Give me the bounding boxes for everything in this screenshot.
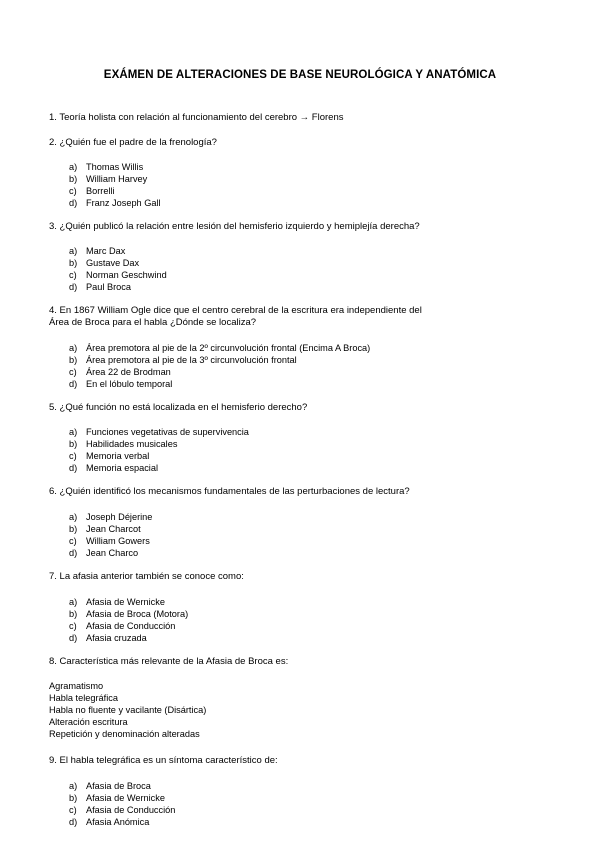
question-3: 3. ¿Quién publicó la relación entre lesión del hemisferio izquierdo y hemiplejía derecha? [49,221,420,232]
option: c) Afasia de Conducción [69,621,176,631]
question-8: 8. Característica más relevante de la Afasia de Broca es: [49,656,289,667]
page-title: EXÁMEN DE ALTERACIONES DE BASE NEUROLÓGICA Y ANATÓMICA [103,69,497,81]
question-5: 5. ¿Qué función no está localizada en el hemisferio derecho? [49,402,308,413]
question-4: 4. En 1867 William Ogle dice que el centro cerebral de la escritura era independiente del [49,305,422,316]
answer-line: Habla no fluente y vacilante (Disártica) [49,705,207,715]
question-6: 6. ¿Quién identificó los mecanismos fundamentales de las perturbaciones de lectura? [49,486,410,497]
option: a) Joseph Déjerine [69,512,153,522]
option: a) Marc Dax [69,246,126,256]
option: d) Franz Joseph Gall [69,198,161,208]
question-4-cont: Área de Broca para el habla ¿Dónde se localiza? [49,317,257,328]
option: b) Gustave Dax [69,258,140,268]
option: a) Afasia de Broca [69,781,151,791]
option: b) Afasia de Wernicke [69,793,165,803]
option: a) Thomas Willis [69,162,144,172]
option: d) Jean Charco [69,548,139,558]
answer-line: Repetición y denominación alteradas [49,729,200,739]
question-1: 1. Teoría holista con relación al funcionamiento del cerebro → Florens [49,112,344,123]
option: b) Afasia de Broca (Motora) [69,609,189,619]
answer-line: Alteración escritura [49,717,128,727]
option: a) Afasia de Wernicke [69,597,165,607]
question-2: 2. ¿Quién fue el padre de la frenología? [49,137,217,148]
option: c) Afasia de Conducción [69,805,176,815]
option: c) William Gowers [69,536,150,546]
option: d) Paul Broca [69,282,131,292]
question-9: 9. El habla telegráfica es un síntoma característico de: [49,755,278,766]
option: a) Funciones vegetativas de supervivencia [69,427,249,437]
option: b) Jean Charcot [69,524,141,534]
option: b) Habilidades musicales [69,439,178,449]
option: d) Afasia cruzada [69,633,147,643]
answer-line: Habla telegráfica [49,693,118,703]
option: d) Memoria espacial [69,463,158,473]
option: b) Área premotora al pie de la 3º circunvolución frontal [69,355,297,365]
option: c) Borrelli [69,186,115,196]
question-7: 7. La afasia anterior también se conoce como: [49,571,244,582]
option: d) Afasia Anómica [69,817,150,827]
option: c) Norman Geschwind [69,270,167,280]
option: a) Área premotora al pie de la 2º circunvolución frontal (Encima A Broca) [69,343,371,353]
answer-line: Agramatismo [49,681,104,691]
option: d) En el lóbulo temporal [69,379,173,389]
option: c) Memoria verbal [69,451,150,461]
option: b) William Harvey [69,174,148,184]
option: c) Área 22 de Brodman [69,367,171,377]
